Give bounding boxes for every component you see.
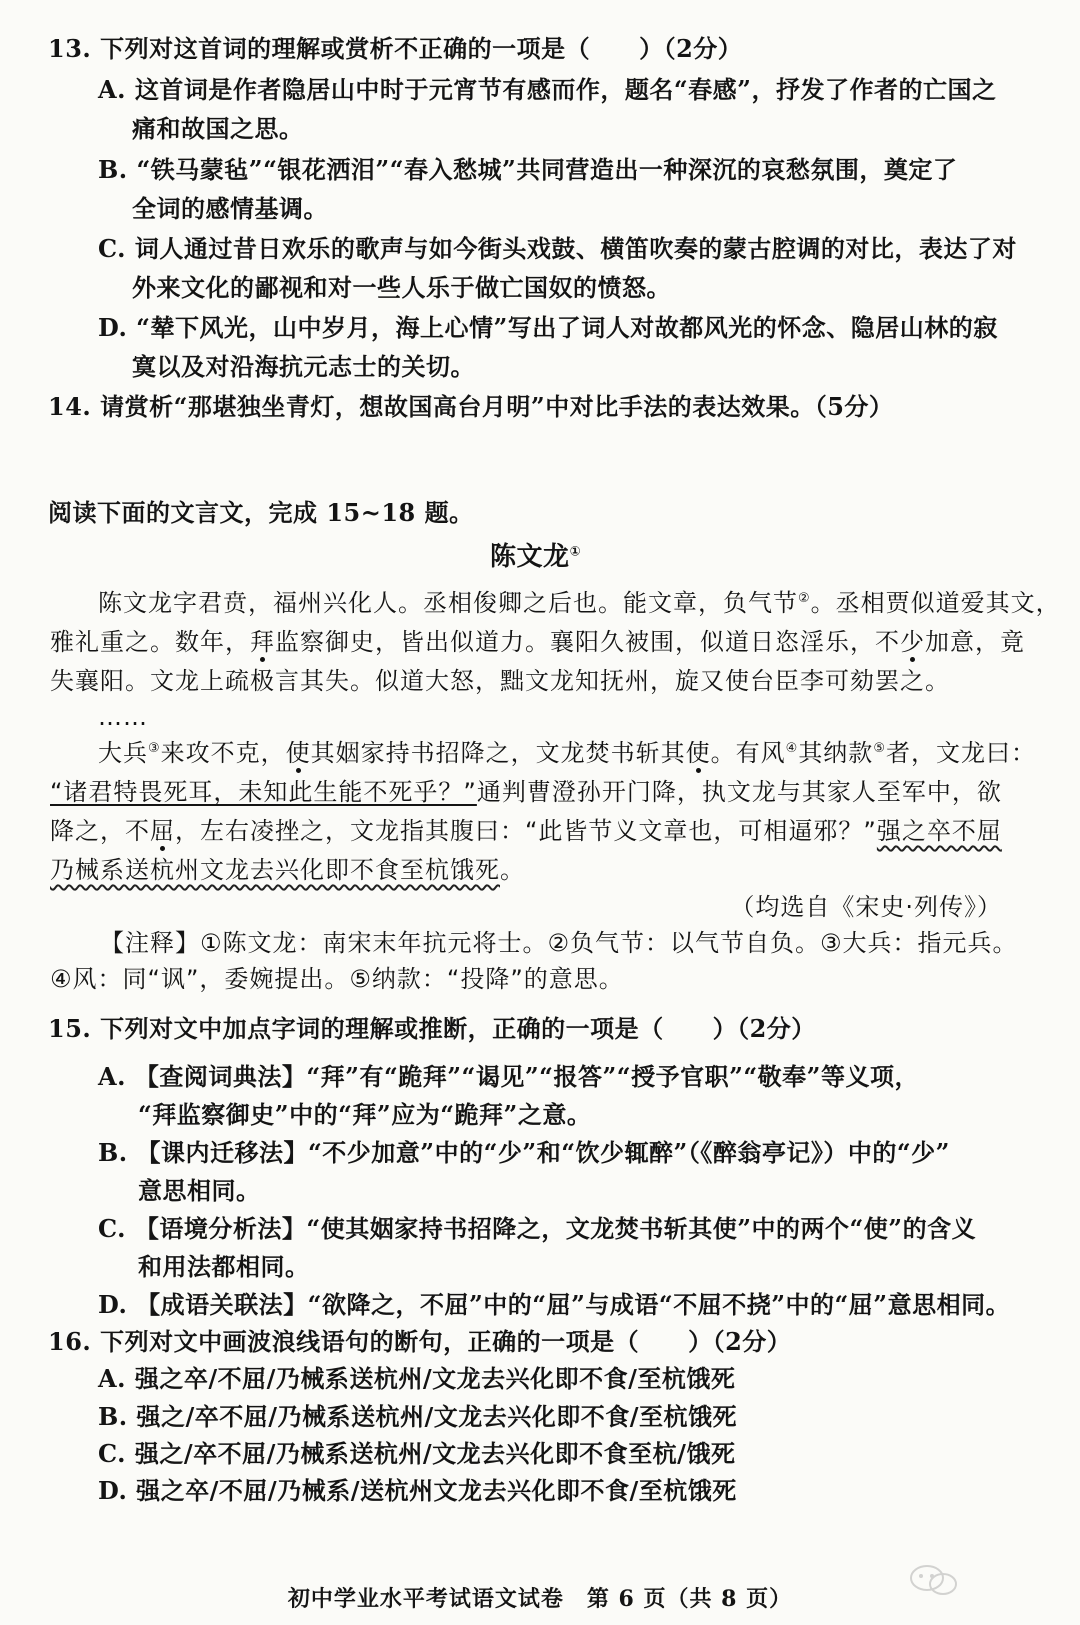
q13-option-a: A. 这首词是作者隐居山中时于元宵节有感而作，题名“春感”，抒发了作者的亡国之 (98, 75, 997, 104)
text-span: 者，文龙曰： (885, 739, 1036, 767)
passage-notes-line2: ④风：同“讽”，委婉提出。⑤纳款：“投降”的意思。 (50, 965, 624, 993)
text-span: 加意，竟 (925, 628, 1025, 656)
text-span: 监察御史，皆出似道力。襄阳久被围，似道日恣淫乐，不 (275, 628, 900, 656)
q13-option-d: D. “辇下风光，山中岁月，海上心情”写出了词人对故都风光的怀念、隐居山林的寂 (98, 313, 998, 342)
q16-stem: 16. 下列对文中画波浪线语句的断句，正确的一项是（ ）（2分） (48, 1327, 792, 1356)
q16-option-b: B. 强之/卒不屈/乃械系送杭州/文龙去兴化即不食/至杭饿死 (98, 1402, 738, 1431)
q13-option-b-cont: 全词的感情基调。 (132, 194, 328, 223)
text-span: 通判曹澄孙开门降，执文龙与其家人至军中，欲 (476, 778, 1002, 806)
passage-p2-line2 (50, 775, 1002, 809)
text-span: 其纳款 (798, 739, 874, 767)
note-marker-1: ① (569, 544, 582, 560)
passage-p1-line3: 失襄阳。文龙上疏极言其失。似道大怒，黜文龙知抚州，旋又使台臣李可劾罢之。 (50, 667, 950, 695)
text-span: 来攻不克， (160, 739, 286, 767)
q15-option-b-cont: 意思相同。 (138, 1176, 261, 1205)
passage-ellipsis: …… (98, 703, 148, 731)
text-span: ，左右凌挫之，文龙指其腹曰：“此皆节义文章也，可相逼邪？” (175, 817, 877, 845)
note-marker-5: ⑤ (873, 741, 886, 756)
note-marker-3: ③ (148, 741, 161, 756)
wavy-sentence-part1: 强之卒不屈 (876, 817, 1002, 845)
q13-option-d-cont: 寞以及对沿海抗元志士的关切。 (132, 352, 475, 381)
passage-p1-line1 (98, 586, 1061, 620)
passage-p2-line3 (50, 814, 1002, 848)
dotted-word-qu: 屈 (150, 817, 175, 845)
q16-option-c: C. 强之/卒不屈/乃械系送杭州/文龙去兴化即不食至杭/饿死 (98, 1439, 736, 1468)
note-marker-4: ④ (785, 741, 799, 756)
text-span: 。有风 (710, 739, 786, 767)
text-span: 其姻家持书招降之，文龙焚书斩其 (310, 739, 686, 767)
text-span: 。 (500, 856, 525, 884)
q13-option-c: C. 词人通过昔日欢乐的歌声与如今街头戏鼓、横笛吹奏的蒙古腔调的对比，表达了对 (98, 234, 1017, 263)
q13-stem: 13. 下列对这首词的理解或赏析不正确的一项是（ ）（2分） (48, 34, 743, 63)
text-span: 雅礼重之。数年， (50, 628, 250, 656)
q14-stem: 14. 请赏析“那堪独坐青灯，想故国高台月明”中对比手法的表达效果。（5分） (48, 392, 894, 421)
dotted-word-shi-1: 使 (285, 739, 311, 767)
dotted-word-shao: 少 (900, 628, 925, 656)
reading-intro: 阅读下面的文言文，完成 15~18 题。 (48, 498, 474, 527)
text-span: 。丞相贾似道爱其文， (810, 589, 1061, 617)
underlined-sentence: “诸君特畏死耳，未知此生能不死乎？” (50, 778, 477, 806)
wavy-sentence-part2: 乃械系送杭州文龙去兴化即不食至杭饿死 (50, 856, 500, 884)
q13-option-c-cont: 外来文化的鄙视和对一些人乐于做亡国奴的愤怒。 (132, 273, 671, 302)
text-span: 降之，不 (50, 817, 150, 845)
text-span: 陈文龙字君贲，福州兴化人。丞相俊卿之后也。能文章，负气节 (98, 589, 798, 617)
passage-notes-line1: 【注释】①陈文龙：南宋末年抗元将士。②负气节：以气节自负。③大兵：指元兵。 (100, 929, 1018, 957)
passage-title-text: 陈文龙 (490, 542, 570, 572)
page-footer: 初中学业水平考试语文试卷 第 6 页（共 8 页） (287, 1586, 793, 1612)
q15-option-c: C. 【语境分析法】“使其姻家持书招降之，文龙焚书斩其使”中的两个“使”的含义 (98, 1214, 977, 1243)
q15-option-a: A. 【查阅词典法】“拜”有“跪拜”“谒见”“报答”“授予官职”“敬奉”等义项， (98, 1062, 919, 1091)
passage-p1-line2 (50, 625, 1025, 659)
q15-option-a-cont: “拜监察御史”中的“拜”应为“跪拜”之意。 (138, 1100, 592, 1129)
q13-option-b: B. “铁马蒙毡”“银花洒泪”“春入愁城”共同营造出一种深沉的哀愁氛围，奠定了 (98, 155, 958, 184)
passage-p2-line4 (50, 853, 525, 887)
dotted-word-bai: 拜 (250, 628, 275, 656)
text-span: 大兵 (98, 739, 148, 767)
q16-option-a: A. 强之卒/不屈/乃械系送杭州/文龙去兴化即不食/至杭饿死 (98, 1364, 736, 1393)
passage-title (490, 540, 581, 574)
q13-option-a-cont: 痛和故国之思。 (132, 114, 304, 143)
q15-option-d: D. 【成语关联法】“欲降之，不屈”中的“屈”与成语“不屈不挠”中的“屈”意思相同。 (98, 1290, 1011, 1319)
note-marker-2: ② (798, 591, 811, 606)
q15-stem: 15. 下列对文中加点字词的理解或推断，正确的一项是（ ）（2分） (48, 1014, 816, 1043)
passage-p2-line1 (98, 736, 1036, 770)
q15-option-c-cont: 和用法都相同。 (138, 1252, 310, 1281)
q16-option-d: D. 强之卒/不屈/乃械系/送杭州文龙去兴化即不食/至杭饿死 (98, 1476, 737, 1505)
q15-option-b: B. 【课内迁移法】“不少加意”中的“少”和“饮少辄醉”（《醉翁亭记》）中的“少” (98, 1138, 950, 1167)
passage-source: （均选自《宋史·列传》） (730, 893, 1002, 921)
dotted-word-shi-2: 使 (685, 739, 711, 767)
